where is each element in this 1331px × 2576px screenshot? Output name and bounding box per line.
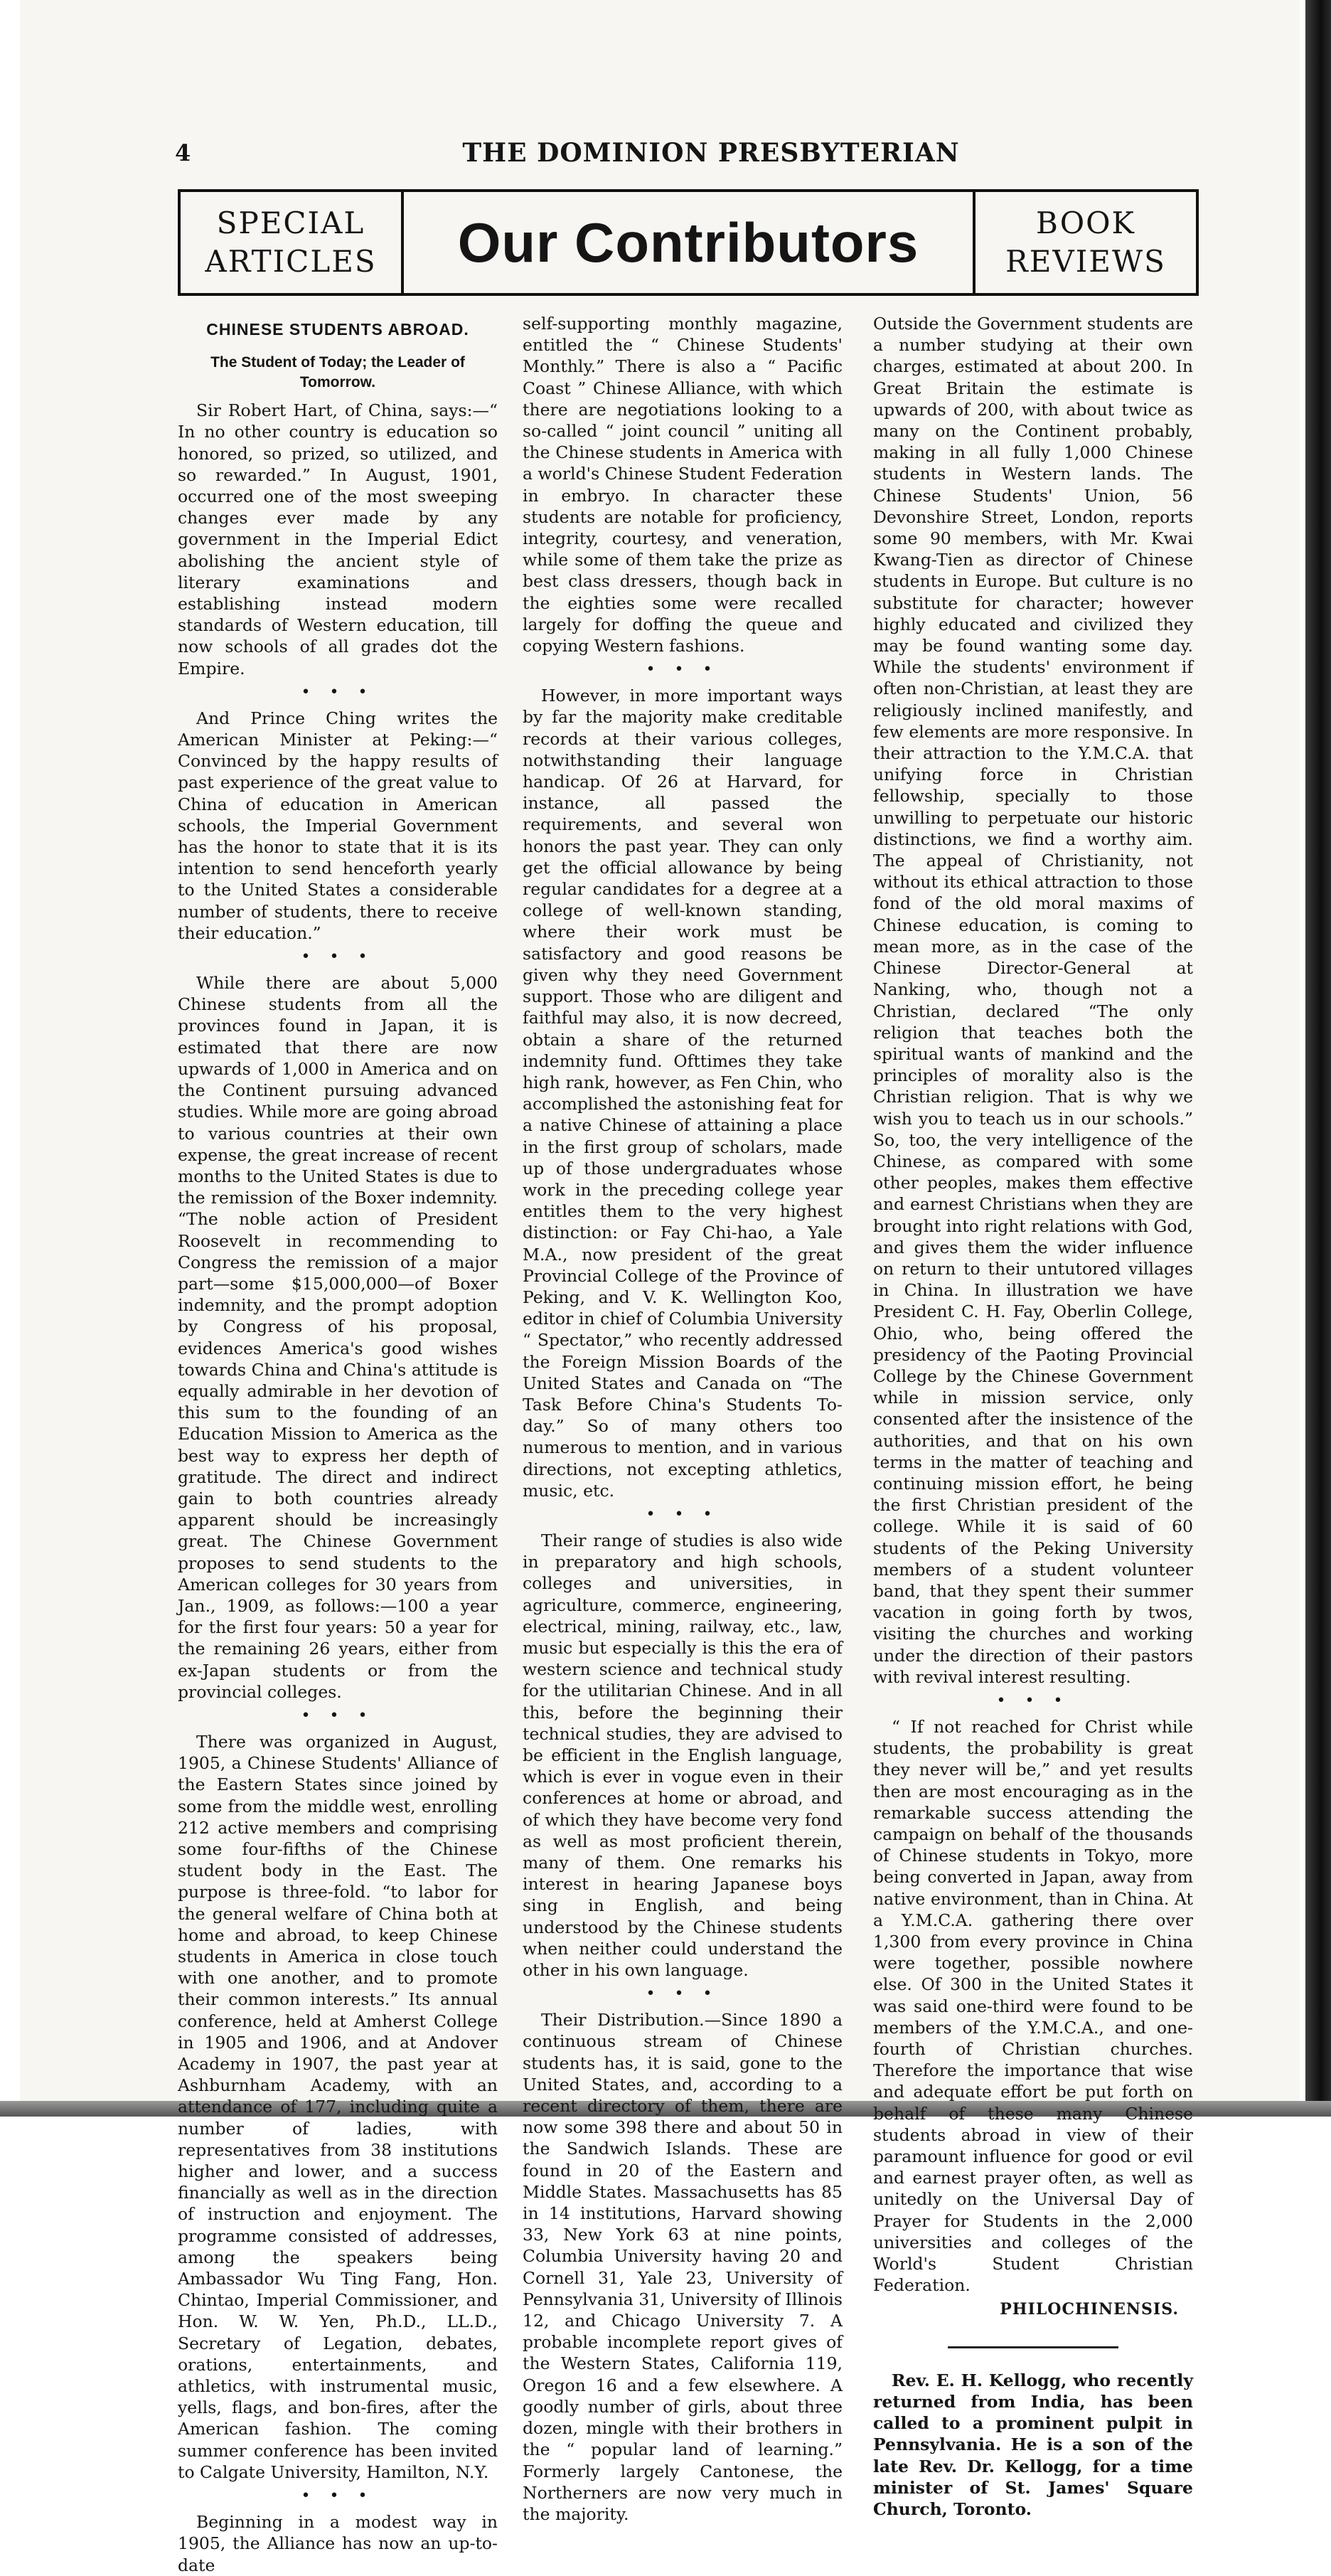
paragraph: “ If not reached for Christ while students, the probability is great they never will be,” and yet results then are most encouraging as in the remarkable success attending the campaign on behalf of the thousands of Chinese students in Tokyo, more being converted in Japan, away from native environment, than in China. At a Y.M.C.A. gathering there over 1,300 from every province in China were together, possible nowhere else. Of 300 in the United States it was said one-third were found to be members of the Y.M.C.A., and one-fourth of Christian churches. Therefore the importance that wise and adequate effort be put forth on behalf of these many Chinese students abroad in view of their paramount influence for good or evil and earnest prayer often, as well as unitedly on the Universal Day of Prayer for Students in the 2,000 universities and colleges of the World's Student Christian Federation. bbox=[873, 1717, 1193, 2296]
masthead-left-box bbox=[181, 192, 404, 293]
column-1 bbox=[178, 313, 498, 2576]
masthead-right-box bbox=[973, 192, 1196, 293]
paragraph: Their range of studies is also wide in preparatory and high schools, colleges and universities, in agriculture, commerce, engineering, electrical, mining, railway, etc., law, music but especially is this the era of western science and technical study for the utilitarian Chinese. And in all this, before the beginning their technical studies, they are advised to be efficient in the English language, which is ever in vogue even in their conferences at home or abroad, and of which they have become very fond as well as most proficient therein, many of them. One remarks his interest in hearing Japanese boys sing in English, and being understood by the Chinese students when neither could understand the other in his own language. bbox=[523, 1530, 843, 1981]
article-signature: PHILOCHINENSIS. bbox=[1000, 2300, 1179, 2319]
paragraph: Sir Robert Hart, of China, says:—“ In no other country is education so honored, so prized, so utilized, and so rewarded.” In August, 1901, occurred one of the most sweeping changes ever made by any government in the Imperial Edict abolishing the ancient style of literary examinations and establishing instead modern standards of Western education, till now schools of all grades dot the Empire. bbox=[178, 400, 498, 678]
paragraph: There was organized in August, 1905, a Chinese Students' Alliance of the Eastern States since joined by some from the middle west, enrolling 212 active members and comprising some four-fifths of the Chinese student body in the East. The purpose is three-fold. “to labor for the general welfare of China both at home and abroad, to keep Chinese students in America in close touch with one another, and to promote their common interests.” Its annual conference, held at Amherst College in 1905 and 1906, and at Andover Academy in 1907, the past year at Ashburnham Academy, with an attendance of 177, including quite a number of ladies, with representatives from 38 institutions higher and lower, and a success financially as well as in the direction of instruction and enjoyment. The programme consisted of addresses, among the speakers being Ambassador Wu Ting Fang, Hon. Chintao, Imperial Commissioner, and Hon. W. W. Yen, Ph.D., LL.D., Secretary of Legation, debates, orations, entertainments, and athletics, with instrumental music, yells, flags, and bon-fires, after the American fashion. The coming summer conference has been invited to Calgate University, Hamilton, N.Y. bbox=[178, 1731, 498, 2482]
kellogg-notice: Rev. E. H. Kellogg, who recently returned from India, has been called to a prominent pulpit in Pennsylvania. He is a son of the late Rev. Dr. Kellogg, for a time minister of St. James' Square Church, Toronto. bbox=[873, 2370, 1193, 2519]
section-separator: • • • bbox=[301, 683, 375, 701]
article-title: CHINESE STUDENTS ABROAD. bbox=[206, 320, 469, 339]
page-number: 4 bbox=[175, 139, 191, 166]
column-3 bbox=[873, 313, 1193, 2520]
article-subtitle: The Student of Today; the Leader of Tomorrow. bbox=[210, 354, 465, 391]
paragraph: While there are about 5,000 Chinese students from all the provinces found in Japan, it is estimated that there are now upwards of 1,000 in America and on the Continent pursuing advanced studies. While more are going abroad to various countries at their own expense, the great increase of recent months to the United States is due to the remission of the Boxer indemnity. “The noble action of President Roosevelt in recommending to Congress the remission of a major part—some $15,000,000—of Boxer indemnity, and the prompt adoption by Congress of his proposal, evidences America's good wishes towards China and China's attitude is equally admirable in her devotion of this sum to the founding of an Education Mission to America as the best way to express her depth of gratitude. The direct and indirect gain to both countries already apparent should be increasingly great. The Chinese Government proposes to send students to the American colleges for 30 years from Jan., 1909, as follows:—100 a year for the first four years: 50 a year for the remaining 26 years, either from ex-Japan students or from the provincial colleges. bbox=[178, 973, 498, 1702]
running-head: THE DOMINION PRESBYTERIAN bbox=[462, 138, 960, 168]
paragraph: self-supporting monthly magazine, entitled the “ Chinese Students' Monthly.” There is also a “ Pacific Coast ” Chinese Alliance, with which there are negotiations looking to a so-called “ joint council ” uniting all the Chinese students in America with a world's Chinese Student Federation in embryo. In character these students are notable for proficiency, integrity, courtesy, and veneration, while some of them take the prize as best class dressers, though back in the eighties some were recalled largely for doffing the queue and copying Western fashions. bbox=[523, 314, 843, 656]
section-separator: • • • bbox=[301, 2487, 375, 2506]
masthead-left-line2: ARTICLES bbox=[205, 244, 377, 279]
section-separator: • • • bbox=[646, 1505, 720, 1523]
column-2 bbox=[523, 313, 843, 2525]
section-masthead bbox=[178, 189, 1199, 296]
paragraph: Beginning in a modest way in 1905, the Alliance has now an up-to-date bbox=[178, 2512, 498, 2575]
scan-edge-right bbox=[1305, 0, 1331, 2117]
masthead-title: Our Contributors bbox=[457, 211, 919, 274]
masthead-left-line1: SPECIAL bbox=[216, 206, 365, 240]
paragraph: Their Distribution.—Since 1890 a continuous stream of Chinese students has, it is said, gone to the United States, and, according to a recent directory of them, there are now some 398 there and about 50 in the Sandwich Islands. These are found in 20 of the Eastern and Middle States. Massachusetts has 85 in 14 institutions, Harvard showing 33, New York 63 at nine points, Columbia University having 20 and Cornell 31, Yale 23, University of Pennsylvania 31, University of Illinois 12, and Chicago University 7. A probable incomplete report gives of the Western States, California 119, Oregon 16 and a few elsewhere. A goodly number of girls, about three dozen, mingle with their brothers in the “ popular land of learning.” Formerly largely Cantonese, the Northerners are now very much in the majority. bbox=[523, 2010, 843, 2524]
paragraph: And Prince Ching writes the American Minister at Peking:—“ Convinced by the happy results of past experience of the great value to China of education in American schools, the Imperial Government has the honor to state that it is its intention to send henceforth yearly to the United States a considerable number of students, there to receive their education.” bbox=[178, 708, 498, 943]
masthead-right-line2: REVIEWS bbox=[1005, 244, 1166, 279]
section-separator: • • • bbox=[646, 1985, 720, 2003]
section-separator: • • • bbox=[646, 661, 720, 679]
section-separator: • • • bbox=[301, 1706, 375, 1725]
divider-rule bbox=[948, 2346, 1118, 2348]
section-separator: • • • bbox=[996, 1692, 1070, 1710]
paragraph: However, in more important ways by far the majority make creditable records at their various colleges, notwithstanding their language handicap. Of 26 at Harvard, for instance, all passed the requirements, and several won honors the past year. They can only get the official allowance by being regular candidates for a degree at a college of well-known standing, where their work must be satisfactory and good reasons be given why they need Government support. Those who are diligent and faithful may also, it is now decreed, obtain a share of the returned indemnity fund. Ofttimes they take high rank, however, as Fen Chin, who accomplished the astonishing feat for a native Chinese of attaining a place in the first group of scholars, made up of those undergraduates whose work in the preceding college year entitles them to the very highest distinction: or Fay Chi-hao, a Yale M.A., now president of the great Provincial College of the Province of Peking, and V. K. Wellington Koo, editor in chief of Columbia University “ Spectator,” who recently addressed the Foreign Mission Boards of the United States and Canada on “The Task Before China's Students To-day.” So of many others too numerous to mention, and in various directions, not excepting athletics, music, etc. bbox=[523, 686, 843, 1501]
masthead-right-line1: BOOK bbox=[1036, 206, 1135, 240]
section-separator: • • • bbox=[301, 948, 375, 967]
paragraph: Outside the Government students are a number studying at their own charges, estimated at about 200. In Great Britain the estimate is upwards of 200, with about twice as many on the Continent probably, making in all fully 1,000 Chinese students in Western lands. The Chinese Students' Union, 56 Devonshire Street, London, reports some 90 members, with Mr. Kwai Kwang-Tien as director of Chinese students in Europe. But culture is no substitute for character; however highly educated and civilized they may be found wanting some day. While the students' environment if often non-Christian, at least they are religiously inclined manifestly, and few elements are more responsive. In their attraction to the Y.M.C.A. that unifying force in Christian fellowship, specially to those unwilling to perpetuate our historic distinctions, we find a worthy aim. The appeal of Christianity, not without its ethical attraction to those fond of the old moral maxims of Chinese education, is coming to mean more, as in the case of the Chinese Director-General at Nanking, who, though not a Christian, declared “The only religion that teaches both the spiritual wants of mankind and the principles of morality also is the Christian religion. That is why we wish you to teach us in our schools.” So, too, the very intelligence of the Chinese, as compared with some other peoples, makes them effective and earnest Christians when they are brought into right relations with God, and gives them the wider influence on return to their untutored villages in China. In illustration we have President C. H. Fay, Oberlin College, Ohio, who, being offered the presidency of the Paoting Provincial College by the Chinese Government while in mission service, only consented after the insistence of the authorities, and that on his own terms in the matter of teaching and continuing mission effort, he being the first Christian president of the college. While it is said of 60 students of the Peking University members of a student volunteer band, that they spent their summer vacation in going forth by twos, visiting the churches and working under the direction of their pastors with revival interest resulting. bbox=[873, 314, 1193, 1687]
